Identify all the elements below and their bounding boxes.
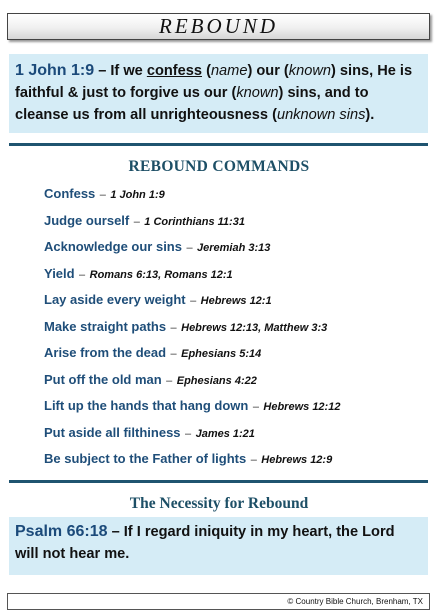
command-label: Put aside all filthiness bbox=[44, 424, 181, 440]
psalm-box bbox=[9, 517, 428, 575]
command-separator: – bbox=[170, 348, 177, 360]
command-item bbox=[44, 264, 424, 291]
verse-text-6: ). bbox=[365, 107, 375, 123]
command-separator: – bbox=[190, 295, 197, 307]
commands-heading: REBOUND COMMANDS bbox=[128, 158, 310, 175]
verse-name: name bbox=[210, 63, 248, 79]
command-reference: 1 John 1:9 bbox=[110, 189, 165, 201]
command-item bbox=[44, 317, 424, 344]
command-item bbox=[44, 290, 424, 317]
verse-reference: 1 John 1:9 bbox=[15, 62, 95, 79]
divider-bottom bbox=[9, 480, 428, 483]
command-label: Judge ourself bbox=[44, 212, 130, 228]
command-label: Put off the old man bbox=[44, 371, 162, 387]
command-reference: Romans 6:13, Romans 12:1 bbox=[89, 268, 233, 281]
command-reference: Hebrews 12:1 bbox=[200, 295, 272, 307]
necessity-heading: The Necessity for Rebound bbox=[129, 495, 309, 512]
command-separator: – bbox=[79, 268, 86, 281]
verse-confess: confess bbox=[146, 63, 203, 79]
verse-known-1: known bbox=[288, 63, 331, 79]
title-banner bbox=[7, 13, 430, 40]
command-separator: – bbox=[133, 215, 140, 228]
command-separator: – bbox=[99, 189, 106, 201]
command-reference: Hebrews 12:9 bbox=[261, 454, 333, 466]
page-title: REBOUND bbox=[159, 14, 278, 38]
command-separator: – bbox=[185, 427, 192, 440]
command-item bbox=[44, 423, 424, 450]
commands-list bbox=[44, 184, 424, 476]
command-label: Lift up the hands that hang down bbox=[44, 398, 249, 413]
command-item bbox=[44, 449, 424, 476]
verse-unknown-sins: unknown sins bbox=[276, 107, 366, 123]
command-separator: – bbox=[250, 454, 257, 466]
command-separator: – bbox=[170, 321, 177, 334]
command-item bbox=[44, 184, 424, 211]
verse-text-5: ) sins, and to cleanse us from all unrighteousness ( bbox=[15, 85, 369, 123]
command-item bbox=[44, 211, 424, 238]
command-separator: – bbox=[186, 242, 193, 254]
command-reference: Ephesians 5:14 bbox=[181, 348, 262, 360]
command-label: Be subject to the Father of lights bbox=[44, 451, 247, 466]
command-label: Yield bbox=[44, 265, 75, 281]
verse-text-2: ( bbox=[202, 63, 211, 79]
verse-text-4: ) sins, He is faithful & just to forgive us our ( bbox=[15, 63, 413, 101]
command-separator: – bbox=[252, 401, 259, 413]
footer-copyright: © Country Bible Church, Brenham, TX bbox=[7, 593, 430, 610]
command-separator: – bbox=[166, 374, 173, 387]
command-label: Lay aside every weight bbox=[44, 292, 186, 307]
verse-text-1: – If we bbox=[94, 63, 147, 79]
command-item bbox=[44, 370, 424, 397]
verse-known-2: known bbox=[236, 85, 279, 101]
command-label: Acknowledge our sins bbox=[44, 239, 182, 254]
command-item bbox=[44, 343, 424, 370]
divider-top bbox=[9, 143, 428, 146]
command-item bbox=[44, 237, 424, 264]
psalm-reference: Psalm 66:18 bbox=[15, 523, 108, 540]
command-label: Make straight paths bbox=[44, 318, 167, 334]
command-item bbox=[44, 396, 424, 423]
verse-text-3: ) our ( bbox=[247, 63, 289, 79]
verse-box bbox=[9, 54, 428, 133]
command-label: Confess bbox=[44, 186, 96, 201]
command-reference: Hebrews 12:13, Matthew 3:3 bbox=[181, 321, 328, 334]
command-label: Arise from the dead bbox=[44, 345, 167, 360]
psalm-text: – If I regard iniquity in my heart, the Lord will not hear me. bbox=[15, 524, 395, 562]
command-reference: 1 Corinthians 11:31 bbox=[144, 215, 245, 228]
command-reference: Ephesians 4:22 bbox=[176, 374, 257, 387]
command-reference: Jeremiah 3:13 bbox=[197, 242, 271, 254]
command-reference: Hebrews 12:12 bbox=[263, 401, 341, 413]
command-reference: James 1:21 bbox=[195, 427, 255, 440]
